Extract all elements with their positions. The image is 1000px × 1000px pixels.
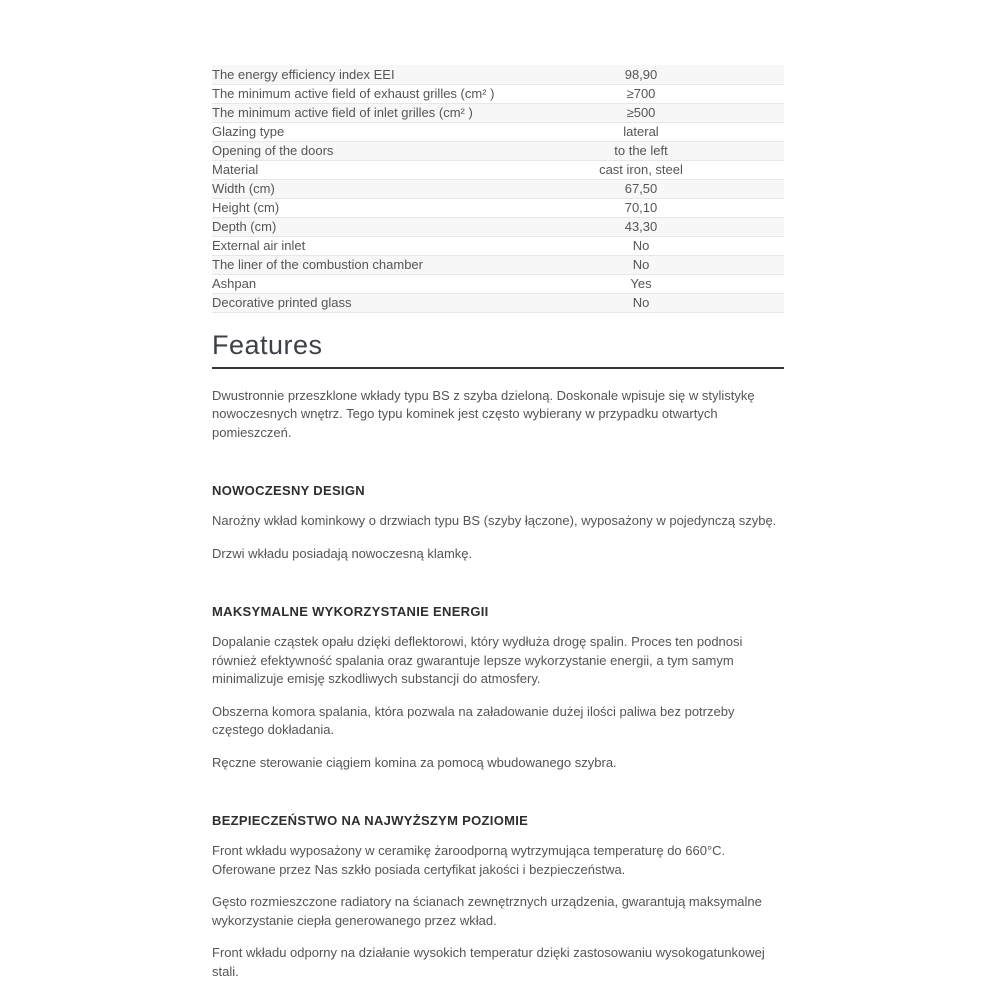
feature-section (212, 605, 784, 772)
feature-paragraph: Drzwi wkładu posiadają nowoczesną klamkę. (212, 545, 473, 561)
spec-value: ≥500 (498, 103, 784, 122)
spec-label: The energy efficiency index EEI (212, 65, 498, 84)
spec-value: 43,30 (498, 217, 784, 236)
spec-table-body (212, 65, 784, 312)
spec-row (212, 122, 784, 141)
spec-row (212, 255, 784, 274)
feature-sections (212, 484, 784, 981)
spec-label: The liner of the combustion chamber (212, 255, 498, 274)
spec-value: 67,50 (498, 179, 784, 198)
feature-section-heading: NOWOCZESNY DESIGN (212, 483, 365, 498)
spec-row (212, 236, 784, 255)
feature-paragraph: Narożny wkład kominkowy o drzwiach typu BS (szyby łączone), wyposażony w pojedynczą szybę. (212, 513, 777, 528)
spec-label: Material (212, 160, 498, 179)
spec-label: Height (cm) (212, 198, 498, 217)
feature-paragraph: Front wkładu wyposażony w ceramikę żaroodporną wytrzymująca temperaturę do 660°C. Oferowane przez Nas szkło posiada certyfikat jakości i bezpieczeństwa. (212, 843, 726, 877)
spec-row (212, 141, 784, 160)
spec-label: Opening of the doors (212, 141, 498, 160)
spec-label: External air inlet (212, 236, 498, 255)
spec-row (212, 198, 784, 217)
spec-row (212, 65, 784, 84)
feature-paragraph: Obszerna komora spalania, która pozwala na załadowanie dużej ilości paliwa bez potrzeby częstego dokładania. (212, 703, 735, 737)
spec-value: cast iron, steel (498, 160, 784, 179)
feature-paragraph: Front wkładu odporny na działanie wysokich temperatur dzięki zastosowaniu wysokogatunkowej stali. (212, 945, 765, 979)
content-column (212, 0, 784, 981)
spec-label: The minimum active field of exhaust grilles (cm² ) (212, 84, 498, 103)
spec-label: The minimum active field of inlet grilles (cm² ) (212, 103, 498, 122)
spec-row (212, 293, 784, 312)
feature-section (212, 814, 784, 981)
spec-row (212, 103, 784, 122)
spec-label: Decorative printed glass (212, 293, 498, 312)
spec-row (212, 217, 784, 236)
feature-paragraph: Gęsto rozmieszczone radiatory na ścianach zewnętrznych urządzenia, gwarantują maksymalne wykorzystanie ciepła generowanego przez wkład. (212, 894, 762, 928)
spec-value: No (498, 255, 784, 274)
features-title: Features (212, 329, 323, 360)
spec-label: Width (cm) (212, 179, 498, 198)
spec-value: No (498, 236, 784, 255)
spec-row (212, 160, 784, 179)
spec-label: Glazing type (212, 122, 498, 141)
spec-label: Depth (cm) (212, 217, 498, 236)
features-intro: Dwustronnie przeszklone wkłady typu BS z szyba dzieloną. Doskonale wpisuje się w stylistykę nowoczesnych wnętrz. Tego typu kominek jest często wybierany w przypadku otwartych pomieszczeń. (212, 387, 755, 440)
spec-value: No (498, 293, 784, 312)
features-divider (212, 367, 784, 369)
spec-row (212, 179, 784, 198)
spec-row (212, 274, 784, 293)
spec-value: to the left (498, 141, 784, 160)
spec-row (212, 84, 784, 103)
spec-value: 98,90 (498, 65, 784, 84)
spec-label: Ashpan (212, 274, 498, 293)
feature-paragraph: Dopalanie cząstek opału dzięki deflektorowi, który wydłuża drogę spalin. Proces ten podnosi również efektywność spalania oraz gwarantuje lepsze wykorzystanie energii, a tym samym minimalizuje emisję szkodliwych substancji do atmosfery. (212, 634, 743, 686)
feature-section-heading: MAKSYMALNE WYKORZYSTANIE ENERGII (212, 604, 489, 619)
spec-value: ≥700 (498, 84, 784, 103)
spec-table (212, 65, 784, 313)
feature-paragraph: Ręczne sterowanie ciągiem komina za pomocą wbudowanego szybra. (212, 754, 617, 770)
feature-section (212, 484, 784, 563)
spec-value: 70,10 (498, 198, 784, 217)
spec-value: lateral (498, 122, 784, 141)
feature-section-heading: BEZPIECZEŃSTWO NA NAJWYŻSZYM POZIOMIE (212, 813, 529, 828)
spec-value: Yes (498, 274, 784, 293)
